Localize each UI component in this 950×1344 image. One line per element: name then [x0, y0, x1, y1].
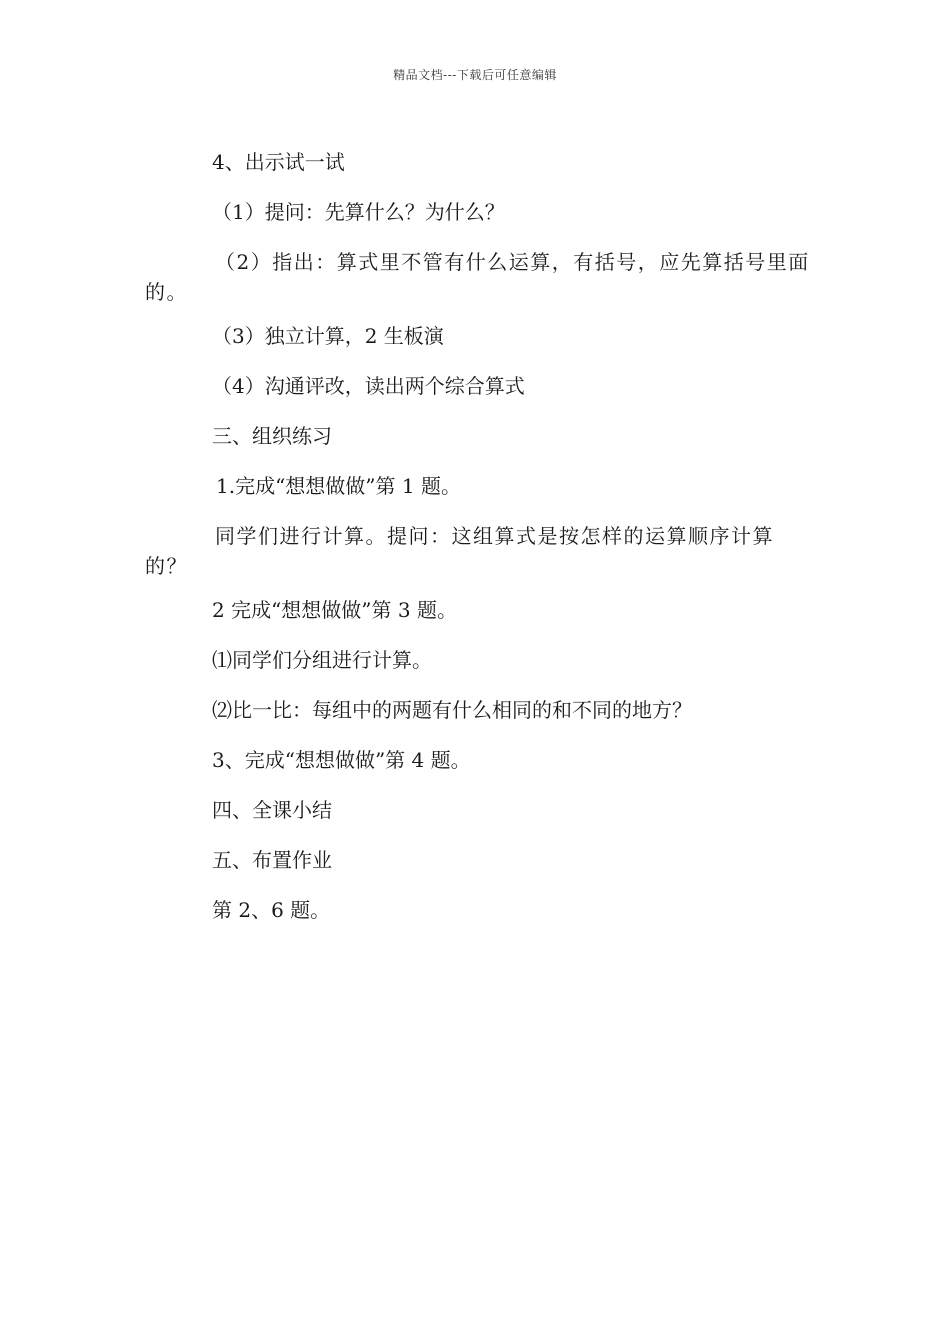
section-heading-homework: 五、布置作业	[212, 848, 332, 872]
paragraph-compare: ⑵比一比：每组中的两题有什么相同的和不同的地方？	[212, 698, 692, 722]
paragraph-students-calc	[145, 521, 810, 581]
paragraph-students-calc-text: 同学们进行计算。提问：这组算式是按怎样的运算顺序计算的？	[145, 524, 774, 578]
paragraph-question: （1）提问：先算什么？为什么？	[212, 200, 505, 224]
paragraph-point-out-text: （2）指出：算式里不管有什么运算，有括号，应先算括号里面的。	[145, 250, 810, 304]
paragraph-group-calc: ⑴同学们分组进行计算。	[212, 648, 432, 672]
section-heading-try: 4、出示试一试	[212, 150, 345, 174]
section-heading-practice: 三、组织练习	[212, 424, 332, 448]
paragraph-exercise-1: 1.完成“想想做做”第 1 题。	[216, 474, 461, 498]
section-heading-summary: 四、全课小结	[212, 798, 332, 822]
paragraph-point-out	[145, 247, 810, 307]
paragraph-exercise-3: 2 完成“想想做做”第 3 题。	[212, 598, 457, 622]
page-header: 精品文档---下载后可任意编辑	[393, 68, 557, 82]
paragraph-independent-calc: （3）独立计算，2 生板演	[212, 324, 444, 348]
paragraph-exercise-4: 3、完成“想想做做”第 4 题。	[212, 748, 471, 772]
paragraph-review: （4）沟通评改，读出两个综合算式	[212, 374, 525, 398]
paragraph-homework-items: 第 2、6 题。	[212, 898, 331, 922]
